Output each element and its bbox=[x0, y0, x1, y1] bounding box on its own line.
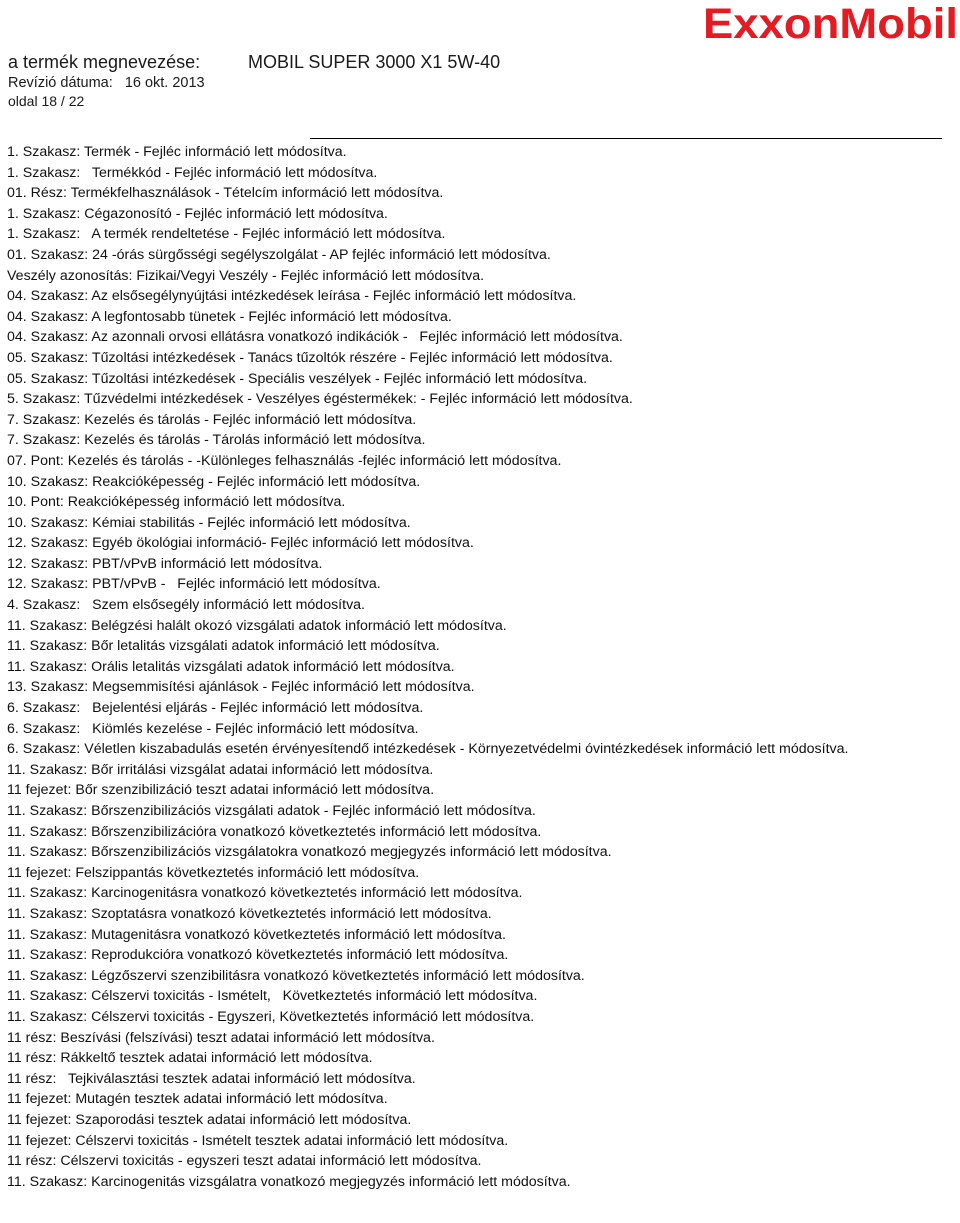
header-rule bbox=[310, 138, 942, 139]
change-line: 7. Szakasz: Kezelés és tárolás - Fejléc információ lett módosítva. bbox=[7, 411, 417, 428]
page-total-value: 22 bbox=[68, 93, 85, 109]
change-line: 11 rész: Célszervi toxicitás - egyszeri teszt adatai információ lett módosítva. bbox=[7, 1153, 482, 1170]
change-line: 11. Szakasz: Bőrszenzibilizációs vizsgálati adatok - Fejléc információ lett módosítva. bbox=[7, 803, 536, 819]
change-line: 1. Szakasz: Cégazonosító - Fejléc információ lett módosítva. bbox=[7, 205, 388, 222]
product-name-value: MOBIL SUPER 3000 X1 5W-40 bbox=[248, 52, 501, 72]
change-line: 01. Rész: Termékfelhasználások - Tételcím információ lett módosítva. bbox=[7, 185, 444, 202]
change-line: 11. Szakasz: Karcinogenitásra vonatkozó következtetés információ lett módosítva. bbox=[7, 885, 523, 902]
change-line: 11 rész: Beszívási (felszívási) teszt adatai információ lett módosítva. bbox=[7, 1029, 435, 1046]
change-line: 05. Szakasz: Tűzoltási intézkedések - Speciális veszélyek - Fejléc információ lett módosítva. bbox=[7, 370, 588, 387]
change-line: Veszély azonosítás: Fizikai/Vegyi Veszély - Fejléc információ lett módosítva. bbox=[7, 267, 485, 284]
change-line: 6. Szakasz: Kiömlés kezelése - Fejléc információ lett módosítva. bbox=[7, 720, 419, 737]
revision-date-value: 16 okt. 2013 bbox=[124, 75, 205, 91]
change-line: 11. Szakasz: Bőrszenzibilizációra vonatkozó következtetés információ lett módosítva. bbox=[7, 823, 542, 840]
change-line: 1. Szakasz: Termék - Fejléc információ lett módosítva. bbox=[7, 144, 347, 160]
change-line: 12. Szakasz: Egyéb ökológiai információ- Fejléc információ lett módosítva. bbox=[7, 535, 474, 552]
change-line: 6. Szakasz: Véletlen kiszabadulás esetén érvényesítendő intézkedések - Környezetvédelmi óvintézkedések információ lett módosítva. bbox=[7, 741, 849, 758]
change-line: 11. Szakasz: Mutagenitásra vonatkozó következtetés információ lett módosítva. bbox=[7, 926, 506, 943]
change-line: 1. Szakasz: Termékkód - Fejléc információ lett módosítva. bbox=[7, 164, 378, 181]
change-line: 11. Szakasz: Légzőszervi szenzibilitásra vonatkozó következtetés információ lett módosítva. bbox=[7, 967, 585, 984]
exxonmobil-logo bbox=[703, 0, 960, 46]
change-line: 10. Pont: Reakcióképesség információ lett módosítva. bbox=[7, 494, 346, 511]
page-number-row bbox=[8, 93, 84, 109]
change-line: 11 fejezet: Mutagén tesztek adatai információ lett módosítva. bbox=[7, 1091, 388, 1108]
change-line: 4. Szakasz: Szem elsősegély információ lett módosítva. bbox=[7, 597, 365, 614]
change-line: 04. Szakasz: Az elsősegélynyújtási intézkedések leírása - Fejléc információ lett módosítva. bbox=[7, 288, 577, 305]
change-line: 05. Szakasz: Tűzoltási intézkedések - Tanács tűzoltók részére - Fejléc információ lett módosítva. bbox=[7, 349, 613, 366]
page-number-label: oldal 18 / bbox=[8, 93, 65, 109]
change-line: 5. Szakasz: Tűzvédelmi intézkedések - Veszélyes égéstermékek: - Fejléc információ lett módosítva. bbox=[7, 391, 633, 408]
change-line: 11. Szakasz: Orális letalitás vizsgálati adatok információ lett módosítva. bbox=[7, 658, 455, 675]
change-line: 11. Szakasz: Bőrszenzibilizációs vizsgálatokra vonatkozó megjegyzés információ lett módosítva. bbox=[7, 844, 612, 861]
change-line: 10. Szakasz: Reakcióképesség - Fejléc információ lett módosítva. bbox=[7, 473, 421, 490]
change-line: 11. Szakasz: Karcinogenitás vizsgálatra vonatkozó megjegyzés információ lett módosítva. bbox=[7, 1173, 571, 1190]
change-line: 13. Szakasz: Megsemmisítési ajánlások - Fejléc információ lett módosítva. bbox=[7, 679, 475, 696]
change-line: 11 fejezet: Szaporodási tesztek adatai információ lett módosítva. bbox=[7, 1111, 412, 1128]
change-line: 1. Szakasz: A termék rendeltetése - Fejléc információ lett módosítva. bbox=[7, 226, 446, 243]
svg-text:ExxonMobil: ExxonMobil bbox=[703, 0, 958, 46]
change-line: 12. Szakasz: PBT/vPvB - Fejléc információ lett módosítva. bbox=[7, 576, 381, 593]
revision-date-row bbox=[8, 75, 205, 91]
change-line: 11 fejezet: Bőr szenzibilizáció teszt adatai információ lett módosítva. bbox=[7, 782, 435, 799]
change-line: 11. Szakasz: Reprodukcióra vonatkozó következtetés információ lett módosítva. bbox=[7, 947, 509, 964]
change-line: 11. Szakasz: Célszervi toxicitás - Ismételt, Következtetés információ lett módosítva. bbox=[7, 988, 538, 1005]
change-line: 11 rész: Tejkiválasztási tesztek adatai információ lett módosítva. bbox=[7, 1070, 416, 1087]
change-line: 11. Szakasz: Bőr irritálási vizsgálat adatai információ lett módosítva. bbox=[7, 761, 434, 778]
change-line: 11 fejezet: Felszippantás következtetés információ lett módosítva. bbox=[7, 864, 420, 881]
revision-change-list bbox=[7, 142, 955, 1192]
change-line: 7. Szakasz: Kezelés és tárolás - Tárolás információ lett módosítva. bbox=[7, 432, 426, 449]
change-line: 11. Szakasz: Szoptatásra vonatkozó következtetés információ lett módosítva. bbox=[7, 905, 492, 922]
change-line: 04. Szakasz: A legfontosabb tünetek - Fejléc információ lett módosítva. bbox=[7, 308, 452, 325]
revision-date-label: Revízió dátuma: bbox=[8, 75, 113, 91]
change-line: 11. Szakasz: Belégzési halált okozó vizsgálati adatok információ lett módosítva. bbox=[7, 617, 507, 634]
change-line: 11. Szakasz: Célszervi toxicitás - Egyszeri, Következtetés információ lett módosítva. bbox=[7, 1008, 535, 1025]
change-line: 11 fejezet: Célszervi toxicitás - Ismételt tesztek adatai információ lett módosítva. bbox=[7, 1132, 509, 1149]
product-name-row bbox=[8, 52, 501, 73]
change-line: 11. Szakasz: Bőr letalitás vizsgálati adatok információ lett módosítva. bbox=[7, 638, 440, 655]
change-line: 10. Szakasz: Kémiai stabilitás - Fejléc információ lett módosítva. bbox=[7, 514, 411, 531]
change-line: 04. Szakasz: Az azonnali orvosi ellátásra vonatkozó indikációk - Fejléc információ lett módosítva. bbox=[7, 329, 623, 346]
change-line: 11 rész: Rákkeltő tesztek adatai információ lett módosítva. bbox=[7, 1050, 373, 1067]
product-name-label: a termék megnevezése: bbox=[8, 52, 201, 72]
change-line: 12. Szakasz: PBT/vPvB információ lett módosítva. bbox=[7, 555, 323, 572]
change-line: 07. Pont: Kezelés és tárolás - -Különleges felhasználás -fejléc információ lett módosítva. bbox=[7, 452, 562, 469]
page-header bbox=[0, 0, 960, 140]
change-line: 6. Szakasz: Bejelentési eljárás - Fejléc információ lett módosítva. bbox=[7, 700, 424, 717]
change-line: 01. Szakasz: 24 -órás sürgősségi segélyszolgálat - AP fejléc információ lett módosítva. bbox=[7, 246, 551, 263]
